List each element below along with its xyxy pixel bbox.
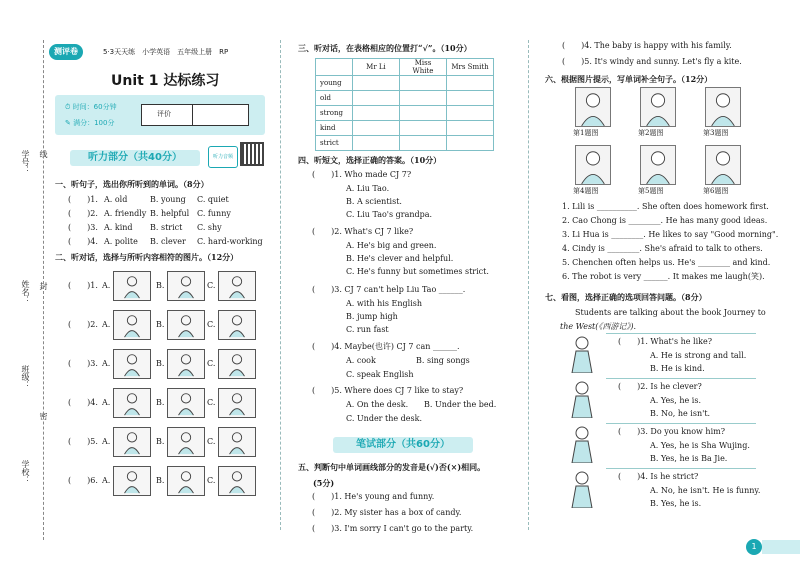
option-picture[interactable] bbox=[167, 310, 205, 340]
picture-caption: 第5题图 bbox=[638, 187, 664, 195]
option-picture[interactable] bbox=[218, 271, 256, 301]
section4-option: A. On the desk. bbox=[346, 400, 409, 409]
section5-item[interactable]: ( )3. I'm sorry I can't go to the party. bbox=[312, 524, 474, 533]
section1-option-b: B. clever bbox=[150, 237, 186, 246]
class-label: 班级： bbox=[21, 365, 30, 389]
section3-table bbox=[315, 58, 494, 151]
section1-option-c: C. hard-working bbox=[197, 237, 263, 246]
section2-option-c-label: C. bbox=[207, 437, 216, 446]
seal-dashed-line bbox=[43, 40, 44, 540]
seal-line-char: 密 bbox=[39, 412, 48, 420]
info-box bbox=[55, 95, 265, 135]
section7-question[interactable]: ( )2. Is he clever? bbox=[618, 382, 702, 391]
table-row bbox=[316, 121, 494, 136]
section4-question[interactable]: ( )2. What's CJ 7 like? bbox=[312, 227, 414, 236]
section2-option-a-label: A. bbox=[102, 398, 111, 407]
table-answer-cell[interactable] bbox=[353, 136, 400, 151]
section7-option: B. He is kind. bbox=[650, 364, 705, 373]
table-row bbox=[316, 91, 494, 106]
section1-num[interactable]: ( )1. bbox=[68, 195, 98, 204]
table-row bbox=[316, 76, 494, 91]
section7-option: B. Yes, he is Ba Jie. bbox=[650, 454, 728, 463]
writing-header-text: 笔试部分（共60分） bbox=[356, 439, 450, 450]
section7-option: A. He is strong and tall. bbox=[650, 351, 747, 360]
section4-option: C. speak English bbox=[346, 370, 414, 379]
section7-option: A. No, he isn't. He is funny. bbox=[650, 486, 761, 495]
writing-header bbox=[333, 437, 473, 453]
name-label: 姓名： bbox=[21, 280, 30, 304]
section2-option-a-label: A. bbox=[102, 359, 111, 368]
table-answer-cell[interactable] bbox=[447, 121, 494, 136]
section4-option: B. jump high bbox=[346, 312, 398, 321]
table-header-cell: Miss White bbox=[400, 59, 447, 76]
section2-option-c-label: C. bbox=[207, 359, 216, 368]
option-picture[interactable] bbox=[218, 427, 256, 457]
section2-option-b-label: B. bbox=[156, 359, 165, 368]
section4-question[interactable]: ( )1. Who made CJ 7? bbox=[312, 170, 412, 179]
section2-option-c-label: C. bbox=[207, 398, 216, 407]
option-picture[interactable] bbox=[167, 349, 205, 379]
section2-option-b-label: B. bbox=[156, 320, 165, 329]
section7-title: 七、看图，选择正确的选项回答问题。（8分） bbox=[545, 292, 707, 302]
column-divider bbox=[280, 40, 281, 530]
question-picture bbox=[705, 87, 741, 127]
section2-title: 二、听对话，选择与所听内容相符的图片。（12分） bbox=[55, 252, 239, 262]
section2-num[interactable]: ( )5. bbox=[68, 437, 98, 446]
option-picture[interactable] bbox=[167, 466, 205, 496]
section7-question[interactable]: ( )1. What's he like? bbox=[618, 337, 713, 346]
section4-option: A. He's big and green. bbox=[346, 241, 437, 250]
student-id-label: 学号： bbox=[21, 150, 30, 174]
section2-option-b-label: B. bbox=[156, 281, 165, 290]
time-text: 时间：60分钟 bbox=[72, 103, 117, 111]
option-picture[interactable] bbox=[167, 388, 205, 418]
table-row-label: old bbox=[316, 91, 353, 106]
section7-intro-line1: Students are talking about the book Journey to bbox=[575, 308, 766, 317]
section2-option-c-label: C. bbox=[207, 320, 216, 329]
table-answer-cell[interactable] bbox=[447, 136, 494, 151]
section4-option: C. Liu Tao's grandpa. bbox=[346, 210, 433, 219]
section7-option: A. Yes, he is Sha Wujing. bbox=[650, 441, 750, 450]
section6-title: 六、根据图片提示，写单词补全句子。（12分） bbox=[545, 74, 713, 84]
section1-option-c: C. quiet bbox=[197, 195, 229, 204]
character-picture bbox=[562, 333, 602, 373]
question-picture bbox=[575, 145, 611, 185]
section6-sentence[interactable]: 3. Li Hua is ________. He likes to say "Good morning". bbox=[562, 230, 779, 239]
section2-option-a-label: A. bbox=[102, 476, 111, 485]
table-header-cell: Mrs Smith bbox=[447, 59, 494, 76]
section1-option-b: B. young bbox=[150, 195, 186, 204]
section4-question[interactable]: ( )4. Maybe(也许) CJ 7 can ______. bbox=[312, 342, 460, 351]
section2-option-a-label: A. bbox=[102, 437, 111, 446]
option-picture[interactable] bbox=[167, 271, 205, 301]
option-picture[interactable] bbox=[113, 388, 151, 418]
section6-sentence[interactable]: 4. Cindy is ________. She's afraid to talk to others. bbox=[562, 244, 763, 253]
table-answer-cell[interactable] bbox=[353, 91, 400, 106]
column-divider bbox=[528, 40, 529, 530]
picture-caption: 第4题图 bbox=[573, 187, 599, 195]
picture-caption: 第2题图 bbox=[638, 129, 664, 137]
option-picture[interactable] bbox=[113, 427, 151, 457]
section4-option: C. He's funny but sometimes strict. bbox=[346, 267, 489, 276]
section2-num[interactable]: ( )1. bbox=[68, 281, 98, 290]
section7-option: B. Yes, he is. bbox=[650, 499, 702, 508]
option-picture[interactable] bbox=[113, 310, 151, 340]
section5-item[interactable]: ( )2. My sister has a box of candy. bbox=[312, 508, 462, 517]
character-picture bbox=[562, 378, 602, 418]
table-answer-cell[interactable] bbox=[353, 106, 400, 121]
character-picture bbox=[562, 423, 602, 463]
section1-option-a: A. kind bbox=[104, 223, 133, 232]
table-answer-cell[interactable] bbox=[353, 121, 400, 136]
page-number: 1 bbox=[751, 542, 757, 551]
section1-num[interactable]: ( )3. bbox=[68, 223, 98, 232]
section1-option-a: A. old bbox=[104, 195, 128, 204]
picture-caption: 第1题图 bbox=[573, 129, 599, 137]
qr-label-text: 听力音频 bbox=[212, 154, 233, 160]
section7-intro-line2: the West(《西游记》). bbox=[560, 322, 637, 331]
section7-option: B. No, he isn't. bbox=[650, 409, 711, 418]
table-answer-cell[interactable] bbox=[400, 136, 447, 151]
time-info: ⏱ 时间：60分钟 bbox=[65, 103, 117, 111]
qr-code-icon[interactable] bbox=[240, 142, 264, 166]
section5-item[interactable]: ( )5. It's windy and sunny. Let's fly a kite. bbox=[562, 57, 742, 66]
section1-title: 一、听句子，选出你所听到的单词。（8分） bbox=[55, 179, 209, 189]
character-picture bbox=[562, 468, 602, 508]
section4-option: B. A scientist. bbox=[346, 197, 402, 206]
option-picture[interactable] bbox=[113, 349, 151, 379]
section2-option-b-label: B. bbox=[156, 437, 165, 446]
section1-option-c: C. funny bbox=[197, 209, 231, 218]
option-picture[interactable] bbox=[218, 466, 256, 496]
score-text: 满分：100分 bbox=[73, 119, 115, 127]
section1-option-b: B. strict bbox=[150, 223, 183, 232]
table-header-cell bbox=[316, 59, 353, 76]
table-row-label: kind bbox=[316, 121, 353, 136]
option-picture[interactable] bbox=[218, 310, 256, 340]
section2-option-c-label: C. bbox=[207, 281, 216, 290]
section5-title: 五、判断句中单词画线部分的发音是(√)否(×)相同。 bbox=[298, 462, 486, 472]
section3-title: 三、听对话，在表格相应的位置打“√”。（10分） bbox=[298, 43, 472, 53]
page-corner-band bbox=[762, 540, 800, 554]
badge bbox=[49, 44, 83, 60]
table-answer-cell[interactable] bbox=[400, 121, 447, 136]
section4-option: B. He's clever and helpful. bbox=[346, 254, 454, 263]
option-picture[interactable] bbox=[113, 271, 151, 301]
eval-box bbox=[141, 104, 249, 126]
section6-sentence[interactable]: 6. The robot is very ______. It makes me laugh(笑). bbox=[562, 272, 765, 281]
section1-option-a: A. polite bbox=[104, 237, 138, 246]
section5-item[interactable]: ( )4. The baby is happy with his family. bbox=[562, 41, 732, 50]
question-picture bbox=[575, 87, 611, 127]
table-answer-cell[interactable] bbox=[447, 76, 494, 91]
badge-label: 测评卷 bbox=[54, 47, 78, 56]
option-picture[interactable] bbox=[167, 427, 205, 457]
school-label: 学校： bbox=[21, 460, 30, 484]
option-picture[interactable] bbox=[218, 349, 256, 379]
section2-option-c-label: C. bbox=[207, 476, 216, 485]
table-answer-cell[interactable] bbox=[447, 91, 494, 106]
table-row bbox=[316, 136, 494, 151]
table-header-cell: Mr Li bbox=[353, 59, 400, 76]
section2-num[interactable]: ( )2. bbox=[68, 320, 98, 329]
table-row-label: young bbox=[316, 76, 353, 91]
section4-option: C. Under the desk. bbox=[346, 414, 423, 423]
section4-question[interactable]: ( )3. CJ 7 can't help Liu Tao ______. bbox=[312, 285, 466, 294]
section5-points: (5分) bbox=[313, 478, 335, 488]
series-line: 5·3天天练 小学英语 五年级上册 RP bbox=[103, 48, 229, 56]
section2-option-b-label: B. bbox=[156, 476, 165, 485]
section1-num[interactable]: ( )2. bbox=[68, 209, 98, 218]
section2-option-a-label: A. bbox=[102, 281, 111, 290]
listening-header bbox=[70, 150, 200, 166]
section4-option: B. sing songs bbox=[416, 356, 470, 365]
page-title: Unit 1 达标练习 bbox=[111, 73, 220, 89]
question-picture bbox=[640, 87, 676, 127]
section7-option: A. Yes, he is. bbox=[650, 396, 702, 405]
section2-num[interactable]: ( )4. bbox=[68, 398, 98, 407]
section2-num[interactable]: ( )6. bbox=[68, 476, 98, 485]
section1-option-c: C. shy bbox=[197, 223, 222, 232]
section6-sentence[interactable]: 1. Lili is __________. She often does homework first. bbox=[562, 202, 769, 211]
section5-item[interactable]: ( )1. He's young and funny. bbox=[312, 492, 435, 501]
section1-num[interactable]: ( )4. bbox=[68, 237, 98, 246]
section4-title: 四、听短文，选择正确的答案。（10分） bbox=[298, 155, 442, 165]
seal-line-char: 封 bbox=[39, 282, 48, 290]
section6-sentence[interactable]: 5. Chenchen often helps us. He's ________ and kind. bbox=[562, 258, 771, 267]
option-picture[interactable] bbox=[218, 388, 256, 418]
eval-label: 评价 bbox=[157, 110, 171, 118]
section4-question[interactable]: ( )5. Where does CJ 7 like to stay? bbox=[312, 386, 464, 395]
table-answer-cell[interactable] bbox=[400, 76, 447, 91]
picture-caption: 第3题图 bbox=[703, 129, 729, 137]
section1-option-b: B. helpful bbox=[150, 209, 190, 218]
listening-header-text: 听力部分（共40分） bbox=[88, 152, 182, 163]
qr-label bbox=[208, 146, 238, 168]
picture-caption: 第6题图 bbox=[703, 187, 729, 195]
section7-question[interactable]: ( )4. Is he strict? bbox=[618, 472, 699, 481]
table-row bbox=[316, 106, 494, 121]
section6-sentence[interactable]: 2. Cao Chong is ________. He has many good ideas. bbox=[562, 216, 768, 225]
question-picture bbox=[705, 145, 741, 185]
table-row-label: strict bbox=[316, 136, 353, 151]
table-row-label: strong bbox=[316, 106, 353, 121]
table-answer-cell[interactable] bbox=[353, 76, 400, 91]
seal-line-char: 线 bbox=[39, 150, 48, 158]
score-info: ✎ 满分：100分 bbox=[65, 119, 115, 127]
section4-option: A. with his English bbox=[346, 299, 423, 308]
table-answer-cell[interactable] bbox=[447, 106, 494, 121]
section2-num[interactable]: ( )3. bbox=[68, 359, 98, 368]
section1-option-a: A. friendly bbox=[104, 209, 147, 218]
page-number-badge bbox=[746, 539, 762, 555]
binding-margin bbox=[0, 0, 55, 575]
question-picture bbox=[640, 145, 676, 185]
option-picture[interactable] bbox=[113, 466, 151, 496]
section2-option-b-label: B. bbox=[156, 398, 165, 407]
section7-question[interactable]: ( )3. Do you know him? bbox=[618, 427, 726, 436]
section2-option-a-label: A. bbox=[102, 320, 111, 329]
section4-option: A. cook bbox=[346, 356, 376, 365]
table-answer-cell[interactable] bbox=[400, 106, 447, 121]
section4-option: B. Under the bed. bbox=[424, 400, 497, 409]
section4-option: C. run fast bbox=[346, 325, 389, 334]
section4-option: A. Liu Tao. bbox=[346, 184, 390, 193]
table-answer-cell[interactable] bbox=[400, 91, 447, 106]
